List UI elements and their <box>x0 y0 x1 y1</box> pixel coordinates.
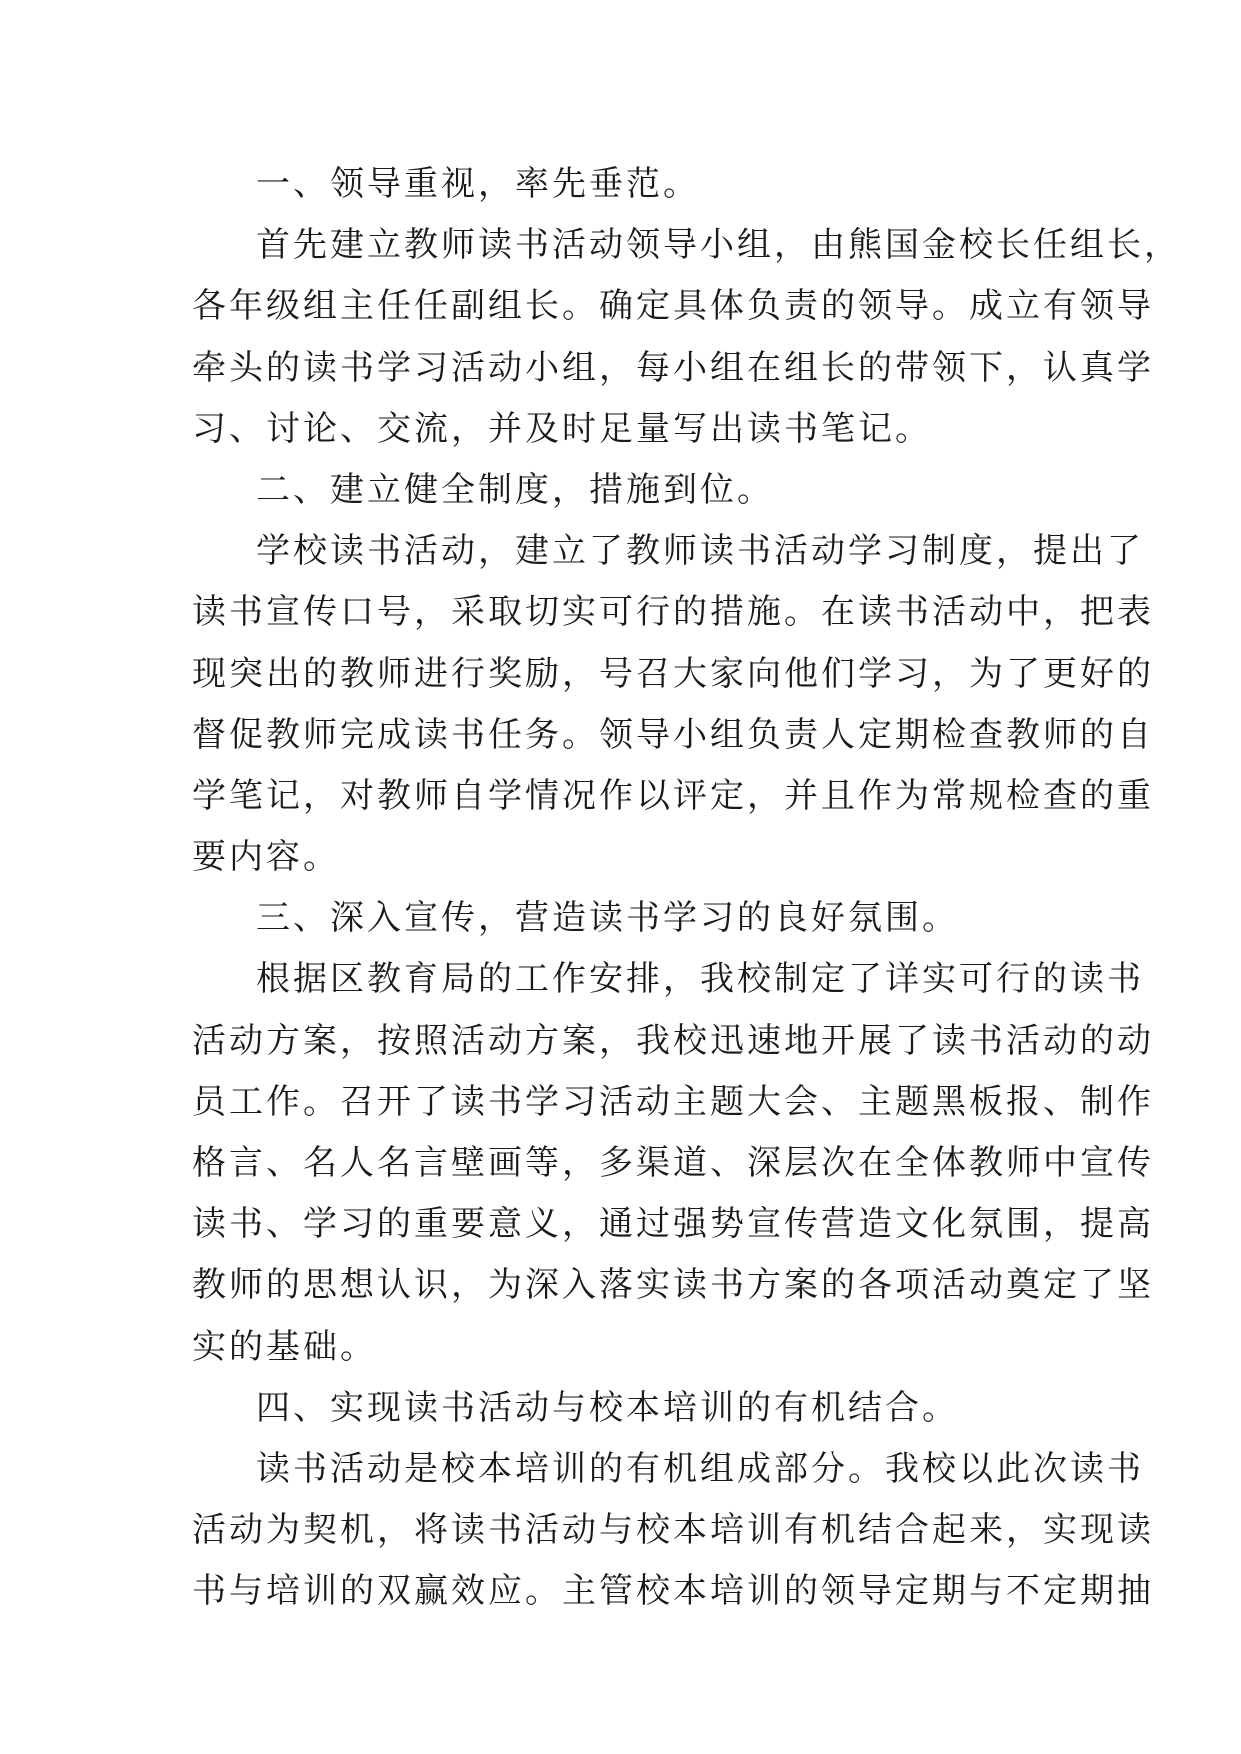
paragraph-first-line: 首先建立教师读书活动领导小组，由熊国金校长任组长， <box>256 225 1181 266</box>
paragraph-line: 牵头的读书学习活动小组，每小组在组长的带领下，认真学 <box>192 347 1154 388</box>
document-body <box>192 154 1181 1623</box>
paragraph-line: 活动方案，按照活动方案，我校迅速地开展了读书活动的动 <box>192 1020 1154 1061</box>
paragraph-first-line: 根据区教育局的工作安排，我校制定了详实可行的读书 <box>256 959 1144 1000</box>
paragraph-line: 学笔记，对教师自学情况作以评定，并且作为常规检查的重 <box>192 775 1154 816</box>
paragraph-line: 书与培训的双赢效应。主管校本培训的领导定期与不定期抽 <box>192 1571 1154 1612</box>
paragraph-first-line: 一、领导重视，率先垂范。 <box>256 164 700 204</box>
paragraph-line: 要内容。 <box>192 837 340 878</box>
paragraph-line: 读书、学习的重要意义，通过强势宣传营造文化氛围，提高 <box>192 1204 1154 1245</box>
paragraph-first-line: 读书活动是校本培训的有机组成部分。我校以此次读书 <box>256 1448 1144 1489</box>
paragraph-first-line: 三、深入宣传，营造读书学习的良好氛围。 <box>256 898 959 939</box>
paragraph-line: 活动为契机，将读书活动与校本培训有机结合起来，实现读 <box>192 1510 1154 1551</box>
paragraph-line: 习、讨论、交流，并及时足量写出读书笔记。 <box>192 408 932 449</box>
paragraph-first-line: 二、建立健全制度，措施到位。 <box>256 469 774 510</box>
paragraph-line: 实的基础。 <box>192 1326 377 1367</box>
paragraph-first-line: 学校读书活动，建立了教师读书活动学习制度，提出了 <box>256 531 1144 572</box>
paragraph-line: 现突出的教师进行奖励，号召大家向他们学习，为了更好的 <box>192 653 1154 694</box>
paragraph-line: 读书宣传口号，采取切实可行的措施。在读书活动中，把表 <box>192 592 1154 633</box>
paragraph-line: 各年级组主任任副组长。确定具体负责的领导。成立有领导 <box>192 286 1154 327</box>
paragraph-line: 督促教师完成读书任务。领导小组负责人定期检查教师的自 <box>192 714 1154 755</box>
paragraph-first-line: 四、实现读书活动与校本培训的有机结合。 <box>256 1387 959 1428</box>
paragraph-line: 员工作。召开了读书学习活动主题大会、主题黑板报、制作 <box>192 1081 1154 1122</box>
paragraph-line: 教师的思想认识，为深入落实读书方案的各项活动奠定了坚 <box>192 1265 1154 1306</box>
paragraph-line: 格言、名人名言壁画等，多渠道、深层次在全体教师中宣传 <box>192 1143 1154 1183</box>
